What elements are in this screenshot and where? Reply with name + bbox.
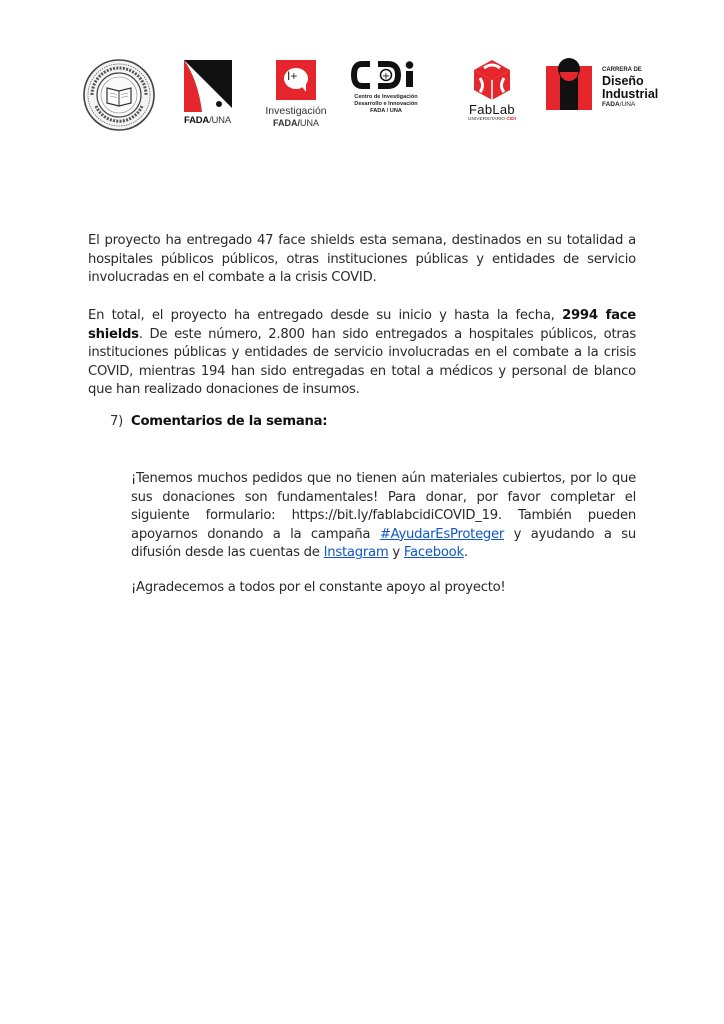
- comments-text-b: y ayudando a su difusión desde las cuentas de: [131, 526, 636, 561]
- fada-label-bold: FADA: [184, 115, 210, 126]
- diseno-line4-bold: FADA: [602, 101, 620, 108]
- paragraph-total-delivery: [88, 307, 636, 400]
- cidi-line1: Centro de Investigación: [354, 94, 418, 100]
- diseno-line1: CARRERA DE: [602, 67, 642, 73]
- cidi-line3: FADA / UNA: [370, 108, 402, 114]
- seal-icon: [82, 58, 156, 132]
- fablab-sub-dark: UNIVERSITARIO: [468, 117, 505, 122]
- investigacion-line1: Investigación: [265, 105, 327, 117]
- fada-label-light: /UNA: [209, 115, 231, 126]
- hashtag-link[interactable]: #AyudarEsProteger: [379, 526, 505, 542]
- paragraph-weekly-delivery: El proyecto ha entregado 47 face shields esta semana, destinados en su totalidad a hospitales públicos públicos, otras instituciones públicas y entidades de servicio involucradas en el combate a la crisis COVID.: [88, 233, 636, 286]
- comments-text-d: .: [463, 545, 468, 561]
- fada-emblem-icon: [184, 60, 232, 112]
- section-heading: [110, 414, 327, 429]
- investigacion-line2-bold: FADA/: [272, 118, 300, 128]
- facebook-link[interactable]: Facebook: [403, 545, 464, 561]
- comments-text-a: ¡Tenemos muchos pedidos que no tienen aún materiales cubiertos, por lo que sus donaciones son fundamentales! Para donar, por favor completar el siguiente formulario: https://bit.ly/fablabcidiCOVID_19. También pueden apoyarnos donando a la campaña: [131, 471, 636, 542]
- total-face-shields: 2994 face shields: [88, 308, 636, 342]
- section-title: Comentarios de la semana:: [131, 414, 328, 429]
- total-text-before: En total, el proyecto ha entregado desde su inicio y hasta la fecha,: [88, 308, 563, 323]
- fablab-wordmark: FabLab: [469, 102, 515, 117]
- una-seal-logo: [82, 58, 156, 132]
- comments-text-c: y: [388, 545, 404, 561]
- diseno-line2: Diseño: [602, 74, 644, 88]
- section-number: 7): [110, 414, 124, 429]
- diseno-line4-light: /UNA: [619, 101, 636, 108]
- investigacion-logo: [258, 60, 334, 140]
- total-text-after: . De este número, 2.800 han sido entregados a hospitales públicos, otras instituciones públicas y entidades de servicio involucradas en el combate a la crisis COVID, mientras 194 han sido entregadas en total a médicos y personal de blanco que han realizado donaciones de insumos.: [88, 326, 636, 398]
- investigacion-icon-text: I+: [287, 69, 298, 83]
- fablab-logo: [462, 58, 522, 130]
- paragraph-comments: [131, 470, 636, 563]
- svg-text:+: +: [381, 71, 391, 82]
- investigacion-icon: [276, 60, 316, 100]
- cidi-wordmark-icon: [350, 60, 422, 90]
- fablab-sub-red: CIDI: [506, 117, 516, 122]
- fablab-cube-icon: [471, 58, 513, 102]
- cidi-logo: [346, 60, 426, 120]
- diseno-industrial-logo: [546, 58, 666, 114]
- fada-una-logo: [184, 60, 234, 132]
- instagram-link[interactable]: Instagram: [323, 545, 389, 561]
- cidi-line2: Desarrollo e Innovación: [354, 101, 418, 107]
- paragraph-thanks: ¡Agradecemos a todos por el constante apoyo al proyecto!: [131, 580, 506, 595]
- diseno-line3: Industrial: [602, 86, 659, 101]
- diseno-emblem-icon: [546, 58, 592, 110]
- investigacion-line2-light: UNA: [299, 118, 319, 128]
